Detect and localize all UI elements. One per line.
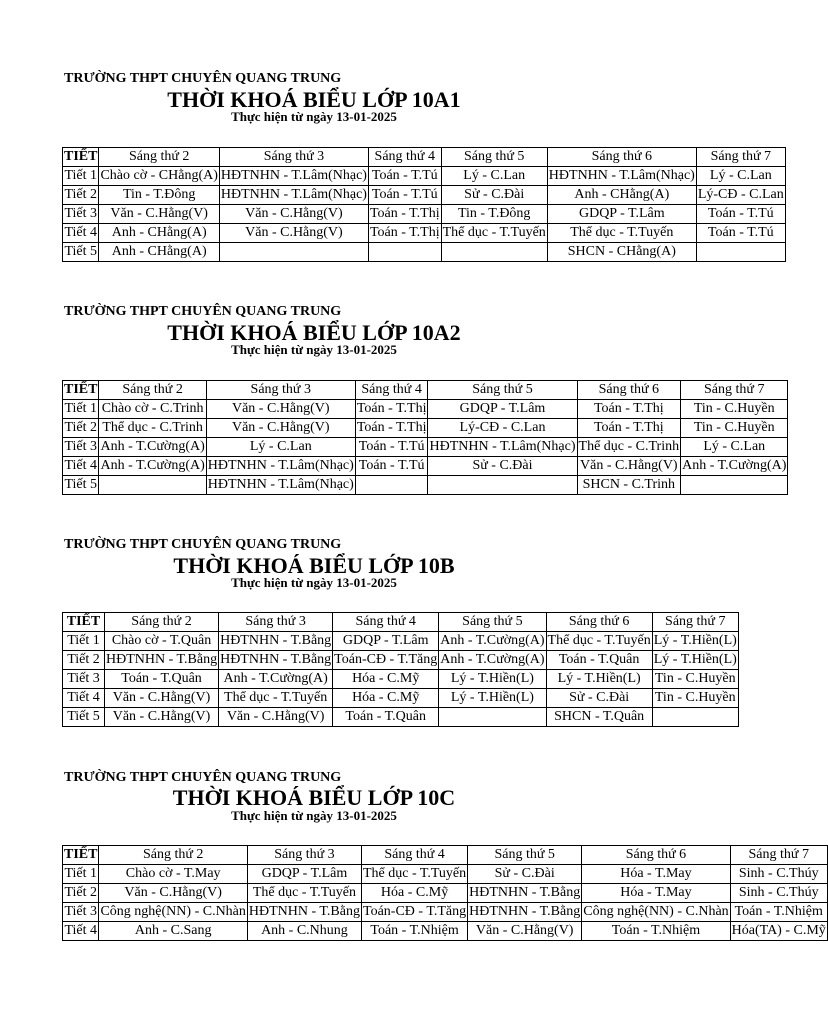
timetable-title: THỜI KHOÁ BIỂU LỚP 10C [172,785,456,810]
period-label: Tiết 4 [63,689,105,708]
table-header-row [63,148,786,167]
lesson-cell: Văn - C.Hằng(V) [219,224,368,243]
lesson-cell: GDQP - T.Lâm [547,205,696,224]
day-header: Sáng thứ 3 [219,613,333,632]
lesson-cell: HĐTNHN - T.Lâm(Nhạc) [219,167,368,186]
effective-date: Thực hiện từ ngày 13-01-2025 [231,342,397,357]
lesson-cell [441,243,547,262]
period-label: Tiết 1 [63,632,105,651]
day-header: Sáng thứ 6 [577,381,681,400]
lesson-cell: Hóa - C.Mỹ [361,884,467,903]
timetable-title: THỜI KHOÁ BIỂU LỚP 10B [173,553,455,578]
lesson-cell [99,476,206,495]
period-label: Tiết 5 [63,243,99,262]
lesson-cell: Văn - C.Hằng(V) [105,689,219,708]
lesson-cell: Toán - T.Quân [333,708,439,727]
lesson-cell: Văn - C.Hằng(V) [219,205,368,224]
lesson-cell [439,708,546,727]
period-label: Tiết 3 [63,438,99,457]
lesson-cell: Chào cờ - C.Trinh [99,400,206,419]
lesson-cell: Tin - C.Huyền [652,689,738,708]
lesson-cell: Tin - T.Đông [441,205,547,224]
lesson-cell: Anh - CHằng(A) [99,224,219,243]
table-row [63,632,739,651]
lesson-cell: Văn - C.Hằng(V) [105,708,219,727]
lesson-cell: SHCN - T.Quân [546,708,652,727]
table-row [63,419,788,438]
lesson-cell: SHCN - C.Trinh [577,476,681,495]
table-header-row [63,613,739,632]
table-row [63,224,786,243]
lesson-cell: Hóa(TA) - C.Mỹ [730,922,827,941]
lesson-cell: Anh - T.Cường(A) [439,651,546,670]
period-label: Tiết 5 [63,708,105,727]
lesson-cell: Toán - T.Thị [355,400,428,419]
school-name: TRƯỜNG THPT CHUYÊN QUANG TRUNG [64,71,342,86]
table-row [63,457,788,476]
lesson-cell: Sinh - C.Thúy [730,884,827,903]
table-row [63,670,739,689]
day-header: Sáng thứ 4 [361,846,467,865]
effective-date: Thực hiện từ ngày 13-01-2025 [231,109,397,124]
lesson-cell: SHCN - CHằng(A) [547,243,696,262]
timetable-table [62,612,739,727]
lesson-cell: Anh - T.Cường(A) [99,457,206,476]
lesson-cell: GDQP - T.Lâm [247,865,361,884]
day-header: Sáng thứ 7 [696,148,785,167]
lesson-cell: Sử - C.Đài [428,457,577,476]
lesson-cell: Toán - T.Quân [546,651,652,670]
period-label: Tiết 3 [63,670,105,689]
period-label: Tiết 2 [63,419,99,438]
lesson-cell: Tin - C.Huyền [652,670,738,689]
day-header: Sáng thứ 6 [547,148,696,167]
lesson-cell: GDQP - T.Lâm [333,632,439,651]
day-header: Sáng thứ 5 [468,846,582,865]
day-header: Sáng thứ 2 [99,148,219,167]
day-header: Sáng thứ 5 [428,381,577,400]
table-row [63,438,788,457]
lesson-cell [681,476,788,495]
effective-date: Thực hiện từ ngày 13-01-2025 [231,808,397,823]
table-header-row [63,381,788,400]
day-header: Sáng thứ 7 [681,381,788,400]
lesson-cell: Toán - T.Tú [368,186,441,205]
lesson-cell: Hóa - C.Mỹ [333,670,439,689]
lesson-cell: Thể dục - T.Tuyến [441,224,547,243]
lesson-cell: HĐTNHN - T.Lâm(Nhạc) [219,186,368,205]
lesson-cell: Hóa - T.May [582,884,730,903]
lesson-cell [219,243,368,262]
timetable-table [62,845,828,941]
table-row [63,708,739,727]
day-header: Sáng thứ 6 [582,846,730,865]
lesson-cell: Toán - T.Nhiệm [582,922,730,941]
period-label: Tiết 1 [63,167,99,186]
day-header: Sáng thứ 7 [652,613,738,632]
table-row [63,884,828,903]
lesson-cell: Tin - C.Huyền [681,400,788,419]
lesson-cell: Toán - T.Thị [368,224,441,243]
lesson-cell [355,476,428,495]
lesson-cell: Lý - T.Hiền(L) [546,670,652,689]
lesson-cell: Chào cờ - T.May [99,865,247,884]
lesson-cell: Toán - T.Tú [355,438,428,457]
lesson-cell: Toán - T.Tú [368,167,441,186]
day-header: Sáng thứ 7 [730,846,827,865]
period-column-header: TIẾT [63,381,99,400]
lesson-cell: Lý-CĐ - C.Lan [696,186,785,205]
lesson-cell: HĐTNHN - T.Lâm(Nhạc) [547,167,696,186]
lesson-cell: Chào cờ - CHằng(A) [99,167,219,186]
lesson-cell: Hóa - C.Mỹ [333,689,439,708]
day-header: Sáng thứ 2 [99,381,206,400]
lesson-cell: Toán - T.Thị [577,419,681,438]
lesson-cell: Tin - C.Huyền [681,419,788,438]
lesson-cell: HĐTNHN - T.Bằng [247,903,361,922]
day-header: Sáng thứ 3 [247,846,361,865]
lesson-cell: Anh - T.Cường(A) [99,438,206,457]
timetable-table [62,380,788,495]
lesson-cell: Toán - T.Tú [355,457,428,476]
lesson-cell: Toán - T.Tú [696,224,785,243]
lesson-cell: Anh - T.Cường(A) [219,670,333,689]
lesson-cell [696,243,785,262]
day-header: Sáng thứ 3 [206,381,355,400]
table-row [63,400,788,419]
table-row [63,689,739,708]
lesson-cell: Văn - C.Hằng(V) [219,708,333,727]
lesson-cell: Anh - T.Cường(A) [439,632,546,651]
table-row [63,651,739,670]
period-column-header: TIẾT [63,613,105,632]
lesson-cell: Chào cờ - T.Quân [105,632,219,651]
lesson-cell: Toán-CĐ - T.Tăng [361,903,467,922]
lesson-cell: Anh - CHằng(A) [547,186,696,205]
lesson-cell: Thể dục - C.Trinh [99,419,206,438]
lesson-cell: Thể dục - C.Trinh [577,438,681,457]
lesson-cell: Toán - T.Thị [368,205,441,224]
period-label: Tiết 1 [63,865,99,884]
school-name: TRƯỜNG THPT CHUYÊN QUANG TRUNG [64,770,342,785]
lesson-cell: Tin - T.Đông [99,186,219,205]
day-header: Sáng thứ 6 [546,613,652,632]
lesson-cell: Anh - C.Sang [99,922,247,941]
day-header: Sáng thứ 5 [441,148,547,167]
period-label: Tiết 4 [63,457,99,476]
day-header: Sáng thứ 4 [355,381,428,400]
lesson-cell: Thể dục - T.Tuyến [361,865,467,884]
table-row [63,922,828,941]
lesson-cell: Sinh - C.Thúy [730,865,827,884]
period-label: Tiết 4 [63,224,99,243]
lesson-cell: HĐTNHN - T.Bằng [468,884,582,903]
lesson-cell: Anh - CHằng(A) [99,243,219,262]
lesson-cell: Lý - C.Lan [696,167,785,186]
lesson-cell: Toán - T.Nhiệm [730,903,827,922]
lesson-cell: Văn - C.Hằng(V) [99,884,247,903]
lesson-cell: Thể dục - T.Tuyến [247,884,361,903]
period-label: Tiết 3 [63,205,99,224]
period-column-header: TIẾT [63,148,99,167]
day-header: Sáng thứ 5 [439,613,546,632]
lesson-cell: Anh - T.Cường(A) [681,457,788,476]
effective-date: Thực hiện từ ngày 13-01-2025 [231,575,397,590]
lesson-cell: Văn - C.Hằng(V) [99,205,219,224]
lesson-cell: Thể dục - T.Tuyến [547,224,696,243]
period-label: Tiết 2 [63,651,105,670]
lesson-cell: Lý - T.Hiền(L) [652,651,738,670]
table-row [63,205,786,224]
lesson-cell: Văn - C.Hằng(V) [206,419,355,438]
table-row [63,243,786,262]
lesson-cell: Văn - C.Hằng(V) [468,922,582,941]
lesson-cell: Lý - T.Hiền(L) [439,670,546,689]
lesson-cell [428,476,577,495]
timetable-title: THỜI KHOÁ BIỂU LỚP 10A1 [167,87,461,112]
lesson-cell [368,243,441,262]
lesson-cell: Công nghệ(NN) - C.Nhàn [582,903,730,922]
school-name: TRƯỜNG THPT CHUYÊN QUANG TRUNG [64,537,342,552]
lesson-cell: Sử - C.Đài [546,689,652,708]
lesson-cell: Toán - T.Nhiệm [361,922,467,941]
lesson-cell: Toán - T.Tú [696,205,785,224]
lesson-cell: Hóa - T.May [582,865,730,884]
lesson-cell: HĐTNHN - T.Bằng [468,903,582,922]
period-label: Tiết 2 [63,884,99,903]
lesson-cell: HĐTNHN - T.Bằng [219,632,333,651]
day-header: Sáng thứ 2 [99,846,247,865]
lesson-cell: Công nghệ(NN) - C.Nhàn [99,903,247,922]
lesson-cell: Thể dục - T.Tuyến [546,632,652,651]
lesson-cell: HĐTNHN - T.Bằng [219,651,333,670]
lesson-cell: Toán-CĐ - T.Tăng [333,651,439,670]
period-label: Tiết 5 [63,476,99,495]
table-row [63,903,828,922]
lesson-cell: Sử - C.Đài [468,865,582,884]
period-label: Tiết 4 [63,922,99,941]
lesson-cell: Toán - T.Quân [105,670,219,689]
period-label: Tiết 3 [63,903,99,922]
lesson-cell: HĐTNHN - T.Lâm(Nhạc) [206,476,355,495]
school-name: TRƯỜNG THPT CHUYÊN QUANG TRUNG [64,304,342,319]
lesson-cell: Lý - C.Lan [206,438,355,457]
timetable-table [62,147,786,262]
lesson-cell: Anh - C.Nhung [247,922,361,941]
lesson-cell: Văn - C.Hằng(V) [206,400,355,419]
day-header: Sáng thứ 4 [333,613,439,632]
lesson-cell: Lý - C.Lan [441,167,547,186]
lesson-cell: HĐTNHN - T.Lâm(Nhạc) [206,457,355,476]
lesson-cell: Toán - T.Thị [577,400,681,419]
timetable-title: THỜI KHOÁ BIỂU LỚP 10A2 [167,320,461,345]
lesson-cell: Lý - C.Lan [681,438,788,457]
table-row [63,865,828,884]
table-row [63,476,788,495]
day-header: Sáng thứ 2 [105,613,219,632]
day-header: Sáng thứ 3 [219,148,368,167]
lesson-cell: Thể dục - T.Tuyến [219,689,333,708]
table-row [63,186,786,205]
lesson-cell [652,708,738,727]
lesson-cell: Lý - T.Hiền(L) [652,632,738,651]
lesson-cell: Sử - C.Đài [441,186,547,205]
lesson-cell: Văn - C.Hằng(V) [577,457,681,476]
period-column-header: TIẾT [63,846,99,865]
lesson-cell: HĐTNHN - T.Lâm(Nhạc) [428,438,577,457]
lesson-cell: Lý - T.Hiền(L) [439,689,546,708]
lesson-cell: Lý-CĐ - C.Lan [428,419,577,438]
lesson-cell: GDQP - T.Lâm [428,400,577,419]
table-header-row [63,846,828,865]
period-label: Tiết 2 [63,186,99,205]
lesson-cell: HĐTNHN - T.Bằng [105,651,219,670]
day-header: Sáng thứ 4 [368,148,441,167]
period-label: Tiết 1 [63,400,99,419]
table-row [63,167,786,186]
lesson-cell: Toán - T.Thị [355,419,428,438]
